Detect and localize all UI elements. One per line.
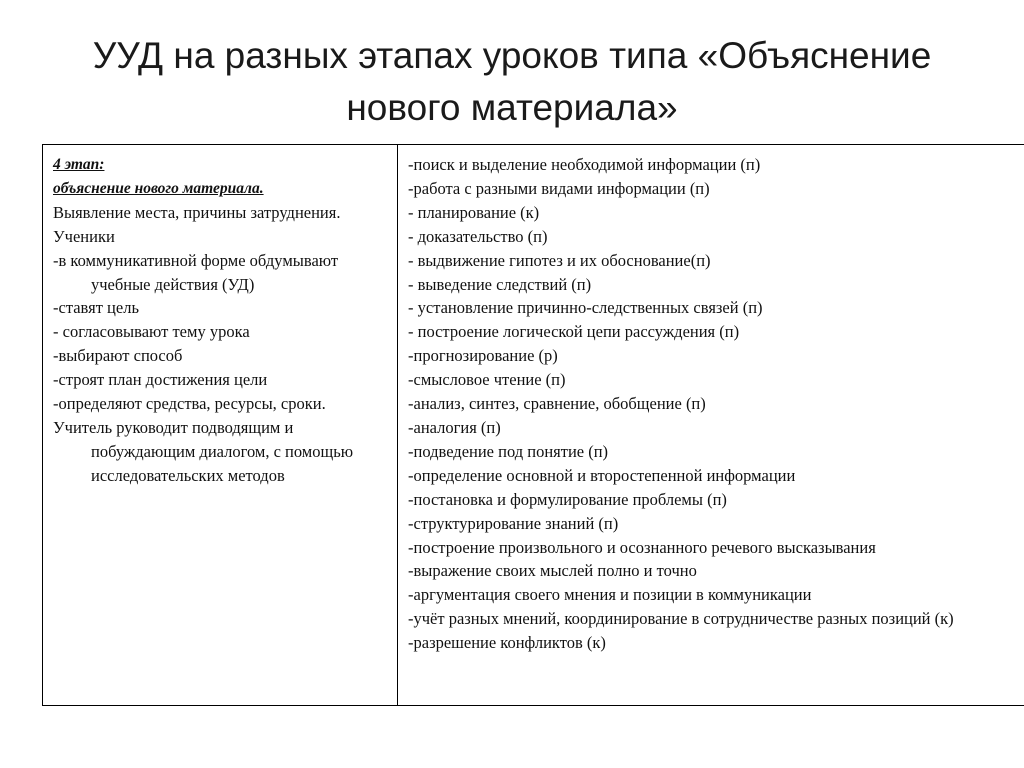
uud-list-cell bbox=[398, 145, 1024, 706]
stage-description-cell bbox=[43, 145, 398, 706]
list-item: -учёт разных мнений, координирование в сотрудничестве разных позиций (к) bbox=[408, 609, 954, 629]
list-item: -строят план достижения цели bbox=[53, 370, 268, 390]
list-item: -определение основной и второстепенной информации bbox=[408, 465, 796, 485]
list-item: -подведение под понятие (п) bbox=[408, 441, 609, 461]
uud-table bbox=[42, 144, 1024, 706]
list-item: - согласовывают тему урока bbox=[53, 322, 250, 342]
list-item: -выражение своих мыслей полно и точно bbox=[408, 561, 697, 581]
list-item: -поиск и выделение необходимой информации (п) bbox=[408, 155, 761, 174]
list-item: - построение логической цепи рассуждения (п) bbox=[408, 322, 740, 342]
slide-title bbox=[60, 30, 964, 134]
list-item: - установление причинно-следственных связей (п) bbox=[408, 298, 763, 318]
list-item: -определяют средства, ресурсы, сроки. bbox=[53, 394, 326, 414]
list-item: Выявление места, причины затруднения. bbox=[53, 202, 341, 222]
title-line-1: УУД на разных этапах уроков типа «Объяснение bbox=[92, 35, 932, 76]
list-item: -смысловое чтение (п) bbox=[408, 370, 566, 390]
list-item: -аргументация своего мнения и позиции в коммуникации bbox=[408, 585, 812, 605]
list-item: Учитель руководит подводящим и побуждающим диалогом, с помощью исследовательских методов bbox=[53, 417, 354, 485]
stage-actions-list bbox=[53, 201, 387, 488]
list-item: - выдвижение гипотез и их обоснование(п) bbox=[408, 250, 711, 270]
table-row bbox=[43, 145, 1024, 706]
list-item: -разрешение конфликтов (к) bbox=[408, 633, 606, 653]
list-item: -построение произвольного и осознанного речевого высказывания bbox=[408, 537, 876, 557]
list-item: -работа с разными видами информации (п) bbox=[408, 178, 710, 198]
list-item: -аналогия (п) bbox=[408, 417, 501, 437]
list-item: -структурирование знаний (п) bbox=[408, 513, 619, 533]
list-item: Ученики bbox=[53, 226, 115, 246]
uud-list bbox=[408, 153, 1024, 655]
list-item: - планирование (к) bbox=[408, 202, 540, 222]
list-item: - выведение следствий (п) bbox=[408, 274, 592, 294]
list-item: -в коммуникативной форме обдумывают учебные действия (УД) bbox=[53, 250, 339, 294]
stage-name: объяснение нового материала. bbox=[53, 179, 264, 197]
list-item: -постановка и формулирование проблемы (п) bbox=[408, 489, 727, 509]
title-line-2: нового материала» bbox=[346, 87, 678, 128]
list-item: -ставят цель bbox=[53, 298, 139, 318]
list-item: - доказательство (п) bbox=[408, 226, 548, 246]
list-item: -выбирают способ bbox=[53, 346, 183, 366]
stage-number: 4 этап: bbox=[53, 156, 105, 173]
list-item: -прогнозирование (р) bbox=[408, 346, 558, 366]
list-item: -анализ, синтез, сравнение, обобщение (п) bbox=[408, 394, 706, 414]
